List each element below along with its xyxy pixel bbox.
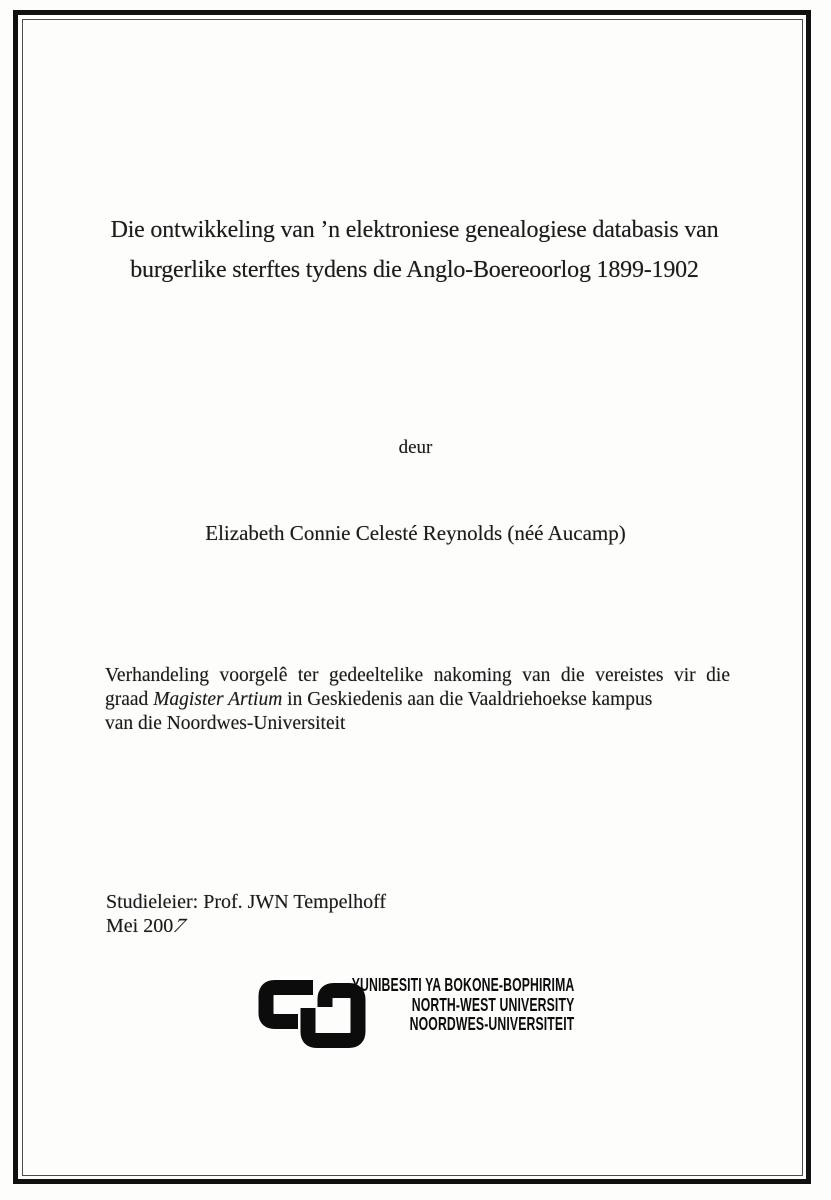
nwu-logo-line-setswana: YUNIBESITI YA BOKONE-BOPHIRIMA — [351, 975, 574, 995]
supervisor-line: Studieleier: Prof. JWN Tempelhoff — [106, 891, 387, 913]
nwu-logo — [256, 970, 576, 1054]
author-name: Elizabeth Connie Celesté Reynolds (néé Aucamp) — [205, 521, 626, 545]
nwu-logo-wordmark — [351, 976, 574, 1035]
nwu-logo-line-afrikaans: NOORDWES-UNIVERSITEIT — [409, 1014, 574, 1034]
date-prefix: Mei 200 — [106, 915, 174, 937]
thesis-title — [42, 210, 787, 290]
byline-preposition: deur — [398, 437, 433, 458]
thesis-title-line1: Die ontwikkeling van ’n elektroniese genealogiese databasis van — [110, 217, 719, 243]
date-last-digit: 7 — [169, 915, 191, 937]
degree-statement-line1: Verhandeling voorgelê ter gedeeltelike nakoming van die vereistes vir die — [105, 665, 730, 686]
supervisor-block — [106, 890, 386, 938]
degree-statement-line2 — [105, 688, 730, 712]
degree-name-italic: Magister Artium — [153, 689, 283, 710]
date-line — [106, 914, 386, 938]
nwu-logo-line-english: NORTH-WEST UNIVERSITY — [411, 994, 574, 1015]
degree-statement — [105, 664, 730, 736]
degree-statement-line2-prefix: graad — [105, 689, 154, 710]
degree-statement-line2-suffix: in Geskiedenis aan die Vaaldriehoekse kampus — [282, 689, 653, 710]
thesis-title-line2: burgerlike sterftes tydens die Anglo-Boereoorlog 1899-1902 — [130, 257, 699, 283]
logo-link-right — [308, 991, 358, 1041]
degree-statement-line3: van die Noordwes-Universiteit — [105, 713, 346, 734]
